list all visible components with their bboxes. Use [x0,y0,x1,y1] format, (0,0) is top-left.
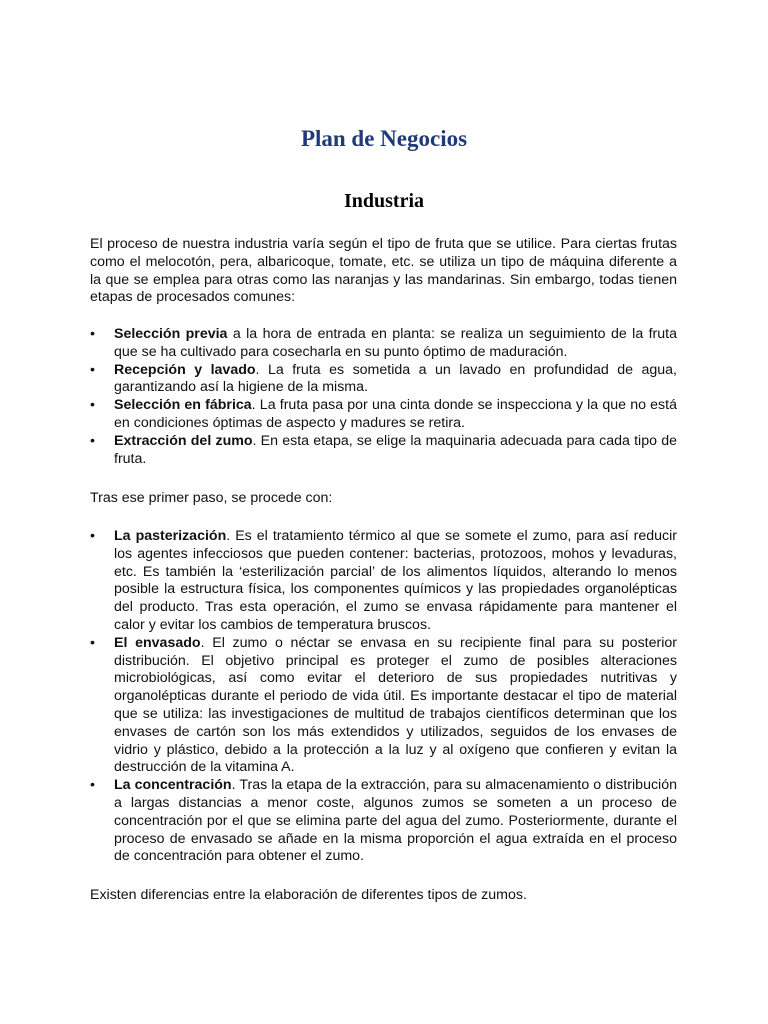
document-title: Plan de Negocios [300,126,468,151]
list-item-term: Selección en fábrica [114,397,252,414]
bullet-icon: • [90,361,95,378]
section-heading: Industria [343,190,425,212]
transition-paragraph: Tras ese primer paso, se procede con: [90,490,333,506]
list-item-term: El envasado [114,634,201,651]
list-item-description: . Tras la etapa de la extracción, para su almacenamiento o distribución a largas distancias a menor coste, algunos zumos se someten a un proceso de concentración por el que se elimina parte del agua del zumo. Posteriormente, durante el proceso de envasado se añade en la misma proporción el agua extraída en el proceso de concentración para obtener el zumo. [114,777,677,865]
list-item-description: . La fruta es sometida a un lavado en profundidad de agua, garantizando así la higiene de la misma. [114,361,677,396]
list-item [90,777,677,866]
list-item-term: Selección previa [114,326,228,342]
bullet-icon: • [90,397,95,414]
list-item-description: . Es el tratamiento térmico al que se somete el zumo, para así reducir los agentes infecciosos que pueden contener: bacterias, protozoos, mohos y levaduras, etc. Es también la ‘esterilización parcial’ de los alimentos líquidos, alterando lo menos posible la estructura física, los componentes químicos y las propiedades organolépticas del producto. Tras esta operación, el zumo se envasa rápidamente para mantener el calor y evitar los cambios de temperatura bruscos. [114,528,677,633]
common-stages-list [90,326,677,468]
list-item [90,362,677,398]
list-item-description: a la hora de entrada en planta: se realiza un seguimiento de la fruta que se ha cultivado para cosecharla en su punto óptimo de maduración. [114,326,678,360]
list-item [90,635,677,777]
following-stages-list [90,528,677,866]
list-item [90,528,677,635]
list-item-description: . La fruta pasa por una cinta donde se inspecciona y la que no está en condiciones óptimas de aspecto y madures se retira. [114,397,677,431]
list-item [90,397,677,433]
list-item-term: Recepción y lavado [114,361,256,378]
bullet-icon: • [90,432,95,449]
intro-paragraph: El proceso de nuestra industria varía según el tipo de fruta que se utilice. Para ciertas frutas como el melocotón, pera, albaricoque, tomate, etc. se utiliza un tipo de máquina diferente a la que se emplea para otras como las naranjas y las mandarinas. Sin embargo, todas tienen etapas de procesados comunes: [90,236,677,306]
bullet-icon: • [90,326,95,342]
list-item-term: La pasterización [114,528,227,544]
list-item [90,433,677,469]
list-item-term: Extracción del zumo [114,432,253,449]
bullet-icon: • [90,634,95,651]
closing-paragraph: Existen diferencias entre la elaboración de diferentes tipos de zumos. [90,887,527,903]
bullet-icon: • [90,777,95,794]
bullet-icon: • [90,528,95,544]
list-item-description: . El zumo o néctar se envasa en su recipiente final para su posterior distribución. El objetivo principal es proteger el zumo de posibles alteraciones microbiológicas, así como evitar el deterioro de sus propiedades nutritivas y organolépticas durante el periodo de vida útil. Es importante destacar el tipo de material que se utiliza: las investigaciones de multitud de trabajos científicos determinan que los envases de cartón son los más extendidos y utilizados, seguidos de los envases de vidrio y plástico, debido a la protección a la luz y al oxígeno que confieren y evitan la destrucción de la vitamina A. [114,634,677,776]
list-item-description: . En esta etapa, se elige la maquinaria adecuada para cada tipo de fruta. [114,432,677,467]
list-item-term: La concentración [114,777,232,794]
list-item [90,326,677,362]
